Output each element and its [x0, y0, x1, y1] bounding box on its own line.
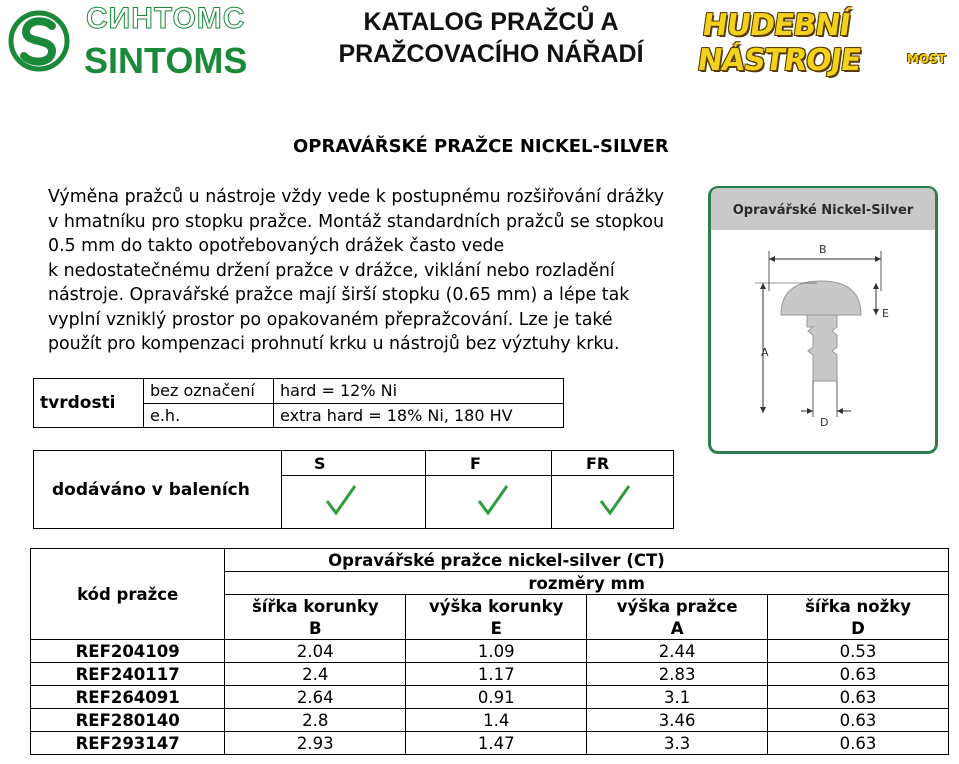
packaging-col-f: F — [426, 451, 552, 476]
hardness-label: tvrdosti — [34, 379, 144, 428]
row-d: 0.63 — [768, 732, 949, 755]
packaging-check-fr — [552, 476, 674, 529]
row-code: REF264091 — [31, 686, 225, 709]
description — [48, 185, 698, 357]
catalog-title-line2: PRAŽCOVACÍHO NÁŘADÍ — [338, 40, 644, 68]
row-b: 2.93 — [225, 732, 406, 755]
table-row — [31, 732, 949, 755]
checkmark-icon — [324, 483, 358, 517]
spec-table — [30, 548, 949, 755]
row-e: 1.4 — [406, 709, 587, 732]
description-line: v hmatníku pro stopku pražce. Montáž standardních pražců se stopkou — [48, 211, 665, 232]
spec-subtitle: rozměry mm — [225, 572, 949, 595]
description-line: použít pro kompenzaci prohnutí krku u nástrojů bez výztuhy krku. — [48, 334, 620, 354]
row-e: 1.47 — [406, 732, 587, 755]
row-e: 1.09 — [406, 640, 587, 663]
checkmark-icon — [598, 483, 632, 517]
spec-code-header: kód pražce — [31, 549, 225, 640]
row-a: 3.3 — [587, 732, 768, 755]
row-code: REF293147 — [31, 732, 225, 755]
table-row — [31, 709, 949, 732]
row-d: 0.53 — [768, 640, 949, 663]
spec-col-letter: A — [587, 617, 768, 640]
packaging-table — [33, 450, 674, 529]
right-logo-sub-text: MOST — [907, 52, 946, 66]
logo-latin-text: SINTOMS — [84, 40, 248, 81]
label-a: A — [761, 346, 769, 359]
row-code: REF280140 — [31, 709, 225, 732]
row-code: REF204109 — [31, 640, 225, 663]
hardness-value: extra hard = 18% Ni, 180 HV — [274, 403, 564, 428]
packaging-col-fr: FR — [552, 451, 674, 476]
packaging-check-s — [282, 476, 426, 529]
row-e: 0.91 — [406, 686, 587, 709]
sintoms-logo-icon — [8, 8, 70, 74]
section-title: OPRAVÁŘSKÉ PRAŽCE NICKEL-SILVER — [293, 136, 669, 157]
row-a: 2.83 — [587, 663, 768, 686]
row-b: 2.4 — [225, 663, 406, 686]
table-row — [31, 640, 949, 663]
description-line: nástroje. Opravářské pražce mají širší stopku (0.65 mm) a lépe tak — [48, 285, 630, 305]
spec-col-name: výška korunky — [406, 595, 587, 618]
row-b: 2.64 — [225, 686, 406, 709]
hardness-code: bez označení — [144, 379, 274, 404]
hudebni-nastroje-logo — [695, 8, 952, 78]
spec-col-letter: D — [768, 617, 949, 640]
packaging-label: dodáváno v baleních — [34, 451, 282, 529]
row-b: 2.04 — [225, 640, 406, 663]
packaging-check-f — [426, 476, 552, 529]
row-d: 0.63 — [768, 709, 949, 732]
hardness-code: e.h. — [144, 403, 274, 428]
spec-col-letter: E — [406, 617, 587, 640]
spec-col-letter: B — [225, 617, 406, 640]
spec-col-name: šířka korunky — [225, 595, 406, 618]
row-d: 0.63 — [768, 686, 949, 709]
fret-diagram — [708, 186, 938, 454]
label-e: E — [882, 307, 889, 320]
label-b: B — [819, 243, 827, 256]
table-row — [31, 663, 949, 686]
right-logo-main-text: HUDEBNÍ NÁSTROJE — [695, 8, 863, 78]
checkmark-icon — [476, 483, 510, 517]
row-a: 3.1 — [587, 686, 768, 709]
row-a: 2.44 — [587, 640, 768, 663]
hardness-value: hard = 12% Ni — [274, 379, 564, 404]
catalog-title-line1: KATALOG PRAŽCŮ A — [363, 8, 619, 36]
logo-cyrillic-text: СИНТОМС — [86, 2, 246, 35]
hardness-table — [33, 378, 564, 428]
fret-profile-drawing — [711, 231, 935, 451]
description-line: vyplní vzniklý prostor po opakovaném přepražcování. Lze je také — [48, 309, 613, 330]
row-b: 2.8 — [225, 709, 406, 732]
row-e: 1.17 — [406, 663, 587, 686]
row-d: 0.63 — [768, 663, 949, 686]
spec-col-name: výška pražce — [587, 595, 768, 618]
spec-title: Opravářské pražce nickel-silver (CT) — [225, 549, 768, 572]
catalog-title — [326, 6, 656, 70]
row-code: REF240117 — [31, 663, 225, 686]
row-a: 3.46 — [587, 709, 768, 732]
description-line: 0.5 mm do takto opotřebovaných drážek často vede — [48, 236, 505, 256]
description-line: Výměna pražců u nástroje vždy vede k postupnému rozšiřování drážky — [48, 187, 665, 207]
table-row — [31, 686, 949, 709]
label-d: D — [820, 416, 829, 429]
diagram-title: Opravářské Nickel-Silver — [711, 188, 935, 230]
packaging-col-s: S — [282, 451, 426, 476]
description-line: k nedostatečnému držení pražce v drážce, viklání nebo rozladění — [48, 260, 615, 281]
spec-col-name: šířka nožky — [768, 595, 949, 618]
